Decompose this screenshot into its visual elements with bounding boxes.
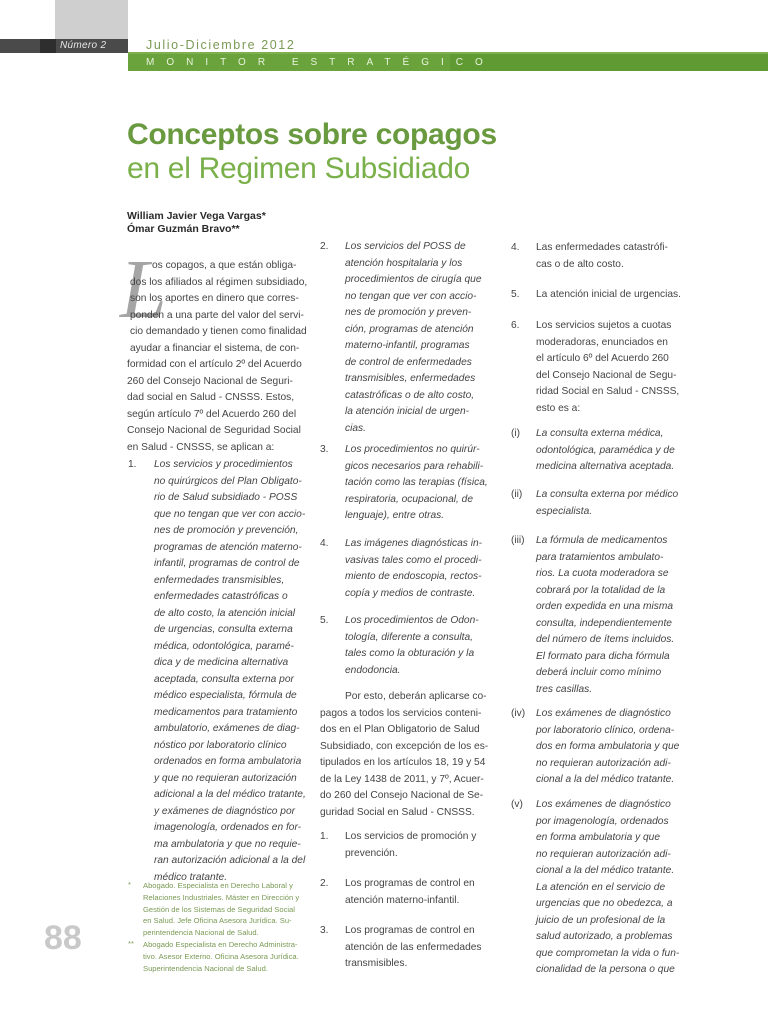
r1-line: medicina alternativa aceptada. [536, 461, 675, 472]
item3-line: tación como las terapias (física, [345, 477, 488, 488]
article-title-line1: Conceptos sobre copagos [127, 118, 497, 151]
item1-line: y que no requieran autorización [154, 772, 297, 784]
r3-line: para tratamientos ambulato- [536, 551, 664, 563]
item1-line: dica y de medicina alternativa [154, 657, 289, 668]
r5-line: cionalidad de la persona o que [536, 964, 675, 975]
item2-line: materno-infantil, programas [345, 340, 470, 351]
para-line: do 260 del Consejo Nacional de Se- [320, 790, 484, 801]
intro-line: os copagos, a que están obliga- [152, 260, 297, 271]
list-marker: 2. [320, 241, 329, 252]
item1-line: ma ambulatoria y que no requie- [154, 838, 301, 850]
list-marker: 5. [320, 615, 329, 626]
ex2-line: Los programas de control en [345, 878, 475, 889]
intro-line: dos los afiliados al régimen subsidiado, [130, 276, 308, 288]
intro-line: según artículo 7º del Acuerdo 260 del [127, 408, 297, 420]
ex6-line: moderadoras, enunciados en [536, 336, 668, 348]
item1-line: enfermedades catastróficas o [154, 591, 288, 602]
r4-line: cional a la del médico tratante. [536, 774, 675, 785]
r5-line: salud autorizado, a problemas [536, 931, 673, 942]
intro-line: 260 del Consejo Nacional de Seguri- [127, 375, 293, 387]
issue-number: Número 2 [60, 40, 107, 51]
item2-line: atención hospitalaria y los [345, 257, 463, 269]
item1-line: programas de atención materno- [154, 541, 302, 553]
list-marker: 1. [320, 831, 329, 842]
intro-line: son los aportes en dinero que corres- [130, 293, 299, 304]
ex4-line: cas o de alto costo. [536, 258, 624, 270]
list-marker: (ii) [511, 489, 523, 500]
intro-line: ayudar a financiar el sistema, de con- [130, 342, 300, 354]
ex3-line: Los programas de control en [345, 925, 475, 936]
header-green-bar-shade [450, 54, 768, 71]
para-line: de la Ley 1438 de 2011, y 7º, Acuer- [320, 773, 484, 785]
list-marker: 1. [128, 459, 137, 470]
r1-line: La consulta externa médica, [536, 428, 664, 439]
item1-line: de urgencias, consulta externa [154, 624, 293, 635]
item5-line: tología, diferente a consulta, [345, 631, 473, 643]
ex6-line: Los servicios sujetos a cuotas [536, 320, 672, 331]
list-marker: 4. [320, 538, 329, 549]
section-name: MONITOR ESTRATÉGICO [146, 57, 495, 68]
list-marker: (iv) [511, 708, 526, 719]
issue-date: Julio-Diciembre 2012 [146, 38, 296, 52]
item1-line: infantil, programas de control de [154, 558, 300, 569]
ex6-line: el artículo 6º del Acuerdo 260 [536, 353, 669, 364]
list-marker: 4. [511, 242, 520, 253]
item2-line: procedimientos de cirugía que [345, 274, 482, 285]
item2-line: de control de enfermedades [345, 356, 472, 368]
item2-line: transmisibles, enfermedades [345, 373, 476, 384]
ex6-line: del Consejo Nacional de Segu- [536, 369, 677, 381]
r2-line: especialista. [536, 505, 593, 517]
r4-line: dos en forma ambulatoria y que [536, 741, 680, 752]
r5-line: cional a la del médico tratante. [536, 865, 675, 876]
list-marker: (v) [511, 799, 523, 810]
footnote1-line: perintendencia Nacional de Salud. [143, 928, 259, 938]
r3-line: La fórmula de medicamentos [536, 535, 668, 546]
r2-line: La consulta externa por médico [536, 489, 679, 500]
item3-line: gicos necesarios para rehabili- [345, 460, 484, 472]
item1-line: nes de promoción y prevención, [154, 525, 299, 536]
r3-line: del número de ítems incluidos. [536, 634, 675, 645]
item1-line: aceptada, consulta externa por [154, 673, 294, 685]
footnote1-line: Relaciones Industriales. Máster en Dirección y [143, 892, 300, 902]
r4-line: no requieran autorización adi- [536, 757, 671, 769]
list-marker: (i) [511, 428, 521, 439]
para-line: dos en el Plan Obligatorio de Salud [320, 724, 480, 735]
intro-line: dad social en Salud - CNSSS. Estos, [127, 392, 295, 403]
r5-line: no requieran autorización adi- [536, 848, 671, 860]
list-marker: 2. [320, 878, 329, 889]
list-marker: (iii) [511, 535, 525, 546]
ex1-line: Los servicios de promoción y [345, 831, 477, 842]
footnote2-line: Abogado Especialista en Derecho Administra- [143, 940, 298, 949]
item1-line: ordenados en forma ambulatoria [154, 756, 302, 767]
intro-line: Consejo Nacional de Seguridad Social [127, 425, 301, 436]
list-marker: 3. [320, 444, 329, 455]
item1-line: y exámenes de diagnóstico por [154, 805, 296, 817]
item1-line: imagenología, ordenados en for- [154, 822, 302, 833]
author-2: Ómar Guzmán Bravo** [127, 223, 240, 235]
item1-line: médico tratante. [154, 871, 228, 883]
item1-line: enfermedades transmisibles, [154, 574, 285, 586]
item5-line: Los procedimientos de Odon- [345, 615, 479, 626]
item2-line: no tengan que ver con accio- [345, 290, 477, 302]
item1-line: Los servicios y procedimientos [154, 459, 293, 470]
intro-line: en Salud - CNSSS, se aplican a: [127, 441, 275, 453]
item1-line: no quirúrgicos del Plan Obligato- [154, 475, 302, 487]
ex6-line: esto es a: [536, 402, 581, 414]
intro-line: formidad con el artículo 2º del Acuerdo [127, 359, 302, 370]
ex3-line: atención de las enfermedades [345, 941, 482, 953]
footnote1-line: Abogado. Especialista en Derecho Laboral y [143, 881, 293, 890]
drop-cap: L [120, 243, 167, 336]
r5-line: juicio de un profesional de la [536, 914, 666, 926]
page-number: 88 [44, 919, 82, 957]
item2-line: catastróficas o de alto costo, [345, 389, 475, 401]
ex5-line: La atención inicial de urgencias. [536, 289, 681, 300]
header-gray-block [55, 0, 128, 40]
item4-line: copía y medios de contraste. [345, 587, 476, 599]
item3-line: lenguaje), entre otras. [345, 510, 445, 521]
item2-line: nes de promoción y preven- [345, 307, 472, 318]
r5-line: por imagenología, ordenados [536, 815, 669, 827]
item5-line: tales como la obturación y la [345, 648, 475, 659]
author-1: William Javier Vega Vargas* [127, 210, 266, 222]
item2-line: ción, programas de atención [345, 323, 474, 335]
item1-line: rio de Salud subsidiado - POSS [154, 492, 298, 503]
footnote1-line: Gestión de los Sistemas de Seguridad Social [143, 904, 295, 914]
item1-line: médica, odontológica, paramé- [154, 640, 294, 652]
para-line: Subsidiado, con excepción de los es- [320, 740, 489, 752]
item5-line: endodoncia. [345, 664, 401, 676]
list-marker: 6. [511, 320, 520, 331]
r5-line: Los exámenes de diagnóstico [536, 799, 671, 810]
item1-line: ambulatorio, exámenes de diag- [154, 723, 300, 734]
para-line: guridad Social en Salud - CNSSS. [320, 806, 475, 818]
ex6-line: ridad Social en Salud - CNSSS, [536, 386, 680, 397]
item1-line: ran autorización adicional a la del [154, 855, 306, 866]
item2-line: cias. [345, 422, 366, 434]
item2-line: la atención inicial de urgen- [345, 406, 470, 417]
item1-line: médico especialista, fórmula de [154, 690, 297, 701]
item4-line: vasivas tales como el procedi- [345, 554, 482, 566]
r3-line: cobrará por la totalidad de la [536, 584, 666, 596]
intro-line: ponden a una parte del valor del servi- [130, 309, 304, 321]
para-line: Por esto, deberán aplicarse co- [345, 691, 487, 702]
item1-line: que no tengan que ver con accio- [154, 508, 306, 520]
r4-line: Los exámenes de diagnóstico [536, 708, 671, 719]
r1-line: odontológica, paramédica y de [536, 444, 675, 456]
item3-line: respiratoria, ocupacional, de [345, 493, 473, 505]
para-line: pagos a todos los servicios conteni- [320, 707, 482, 719]
item1-line: adicional a la del médico tratante, [154, 789, 306, 800]
footnote-marker: ** [128, 939, 134, 948]
article-title-line2: en el Regimen Subsidiado [127, 152, 471, 185]
item3-line: Los procedimientos no quirúr- [345, 444, 480, 455]
ex3-line: transmisibles. [345, 958, 408, 969]
item4-line: miento de endoscopia, rectos- [345, 571, 482, 582]
list-marker: 3. [320, 925, 329, 936]
footnote2-line: Superintendencia Nacional de Salud. [143, 963, 268, 973]
item1-line: nóstico por laboratorio clínico [154, 739, 287, 751]
r5-line: urgencias que no obedezca, a [536, 898, 673, 909]
item1-line: medicamentos para tratamiento [154, 706, 298, 718]
r3-line: deberá incluir como mínimo [536, 667, 662, 678]
footnote2-line: tivo. Asesor Externo. Oficina Asesora Jurídica. [143, 951, 299, 961]
list-marker: 5. [511, 289, 520, 300]
r4-line: por laboratorio clínico, ordena- [536, 724, 675, 736]
r5-line: La atención en el servicio de [536, 881, 666, 893]
r5-line: que comprometan la vida o fun- [536, 947, 680, 959]
para-line: tipulados en los artículos 18, 19 y 54 [320, 757, 486, 768]
item1-line: de alto costo, la atención inicial [154, 607, 296, 619]
ex4-line: Las enfermedades catastrófi- [536, 242, 668, 253]
r3-line: consulta, independientemente [536, 617, 672, 629]
item4-line: Las imágenes diagnósticas in- [345, 538, 483, 549]
footnote1-line: en Salud. Jefe Oficina Asesora Jurídica. Su- [143, 916, 292, 926]
r3-line: orden expedida en una misma [536, 601, 674, 612]
item2-line: Los servicios del POSS de [345, 241, 466, 252]
intro-line: cio demandado y tienen como finalidad [130, 326, 307, 337]
r3-line: El formato para dicha fórmula [536, 650, 670, 662]
ex1-line: prevención. [345, 847, 398, 859]
footnote-marker: * [128, 880, 131, 889]
r3-line: rios. La cuota moderadora se [536, 568, 669, 579]
r3-line: tres casillas. [536, 683, 593, 695]
header-dark-accent [40, 39, 56, 53]
ex2-line: atención materno-infantil. [345, 894, 460, 906]
r5-line: en forma ambulatoria y que [536, 832, 661, 843]
